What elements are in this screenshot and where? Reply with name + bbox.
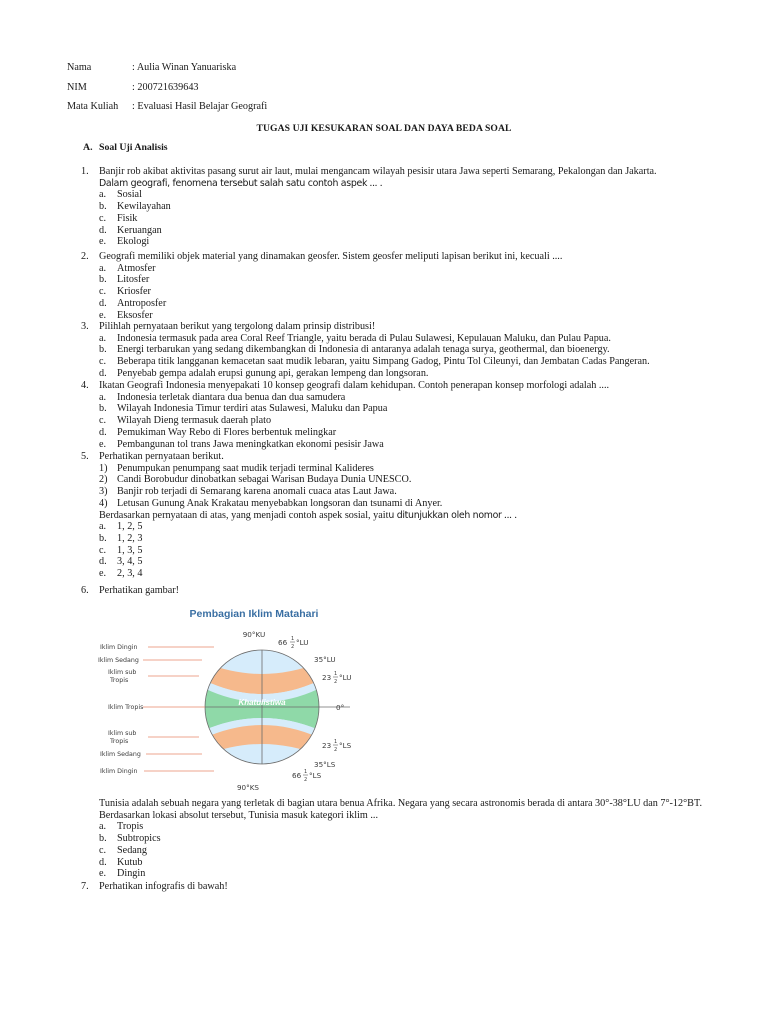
mata-kuliah-label: Mata Kuliah	[67, 101, 119, 112]
option-d: d. Pemukiman Way Rebo di Flores berbentuk melingkar	[99, 426, 337, 438]
suffix-ls: °LS	[339, 741, 352, 750]
question-number: 7.	[81, 881, 89, 892]
fraction-denominator: 2	[334, 747, 338, 753]
section-letter: A.	[83, 142, 93, 153]
question-text-continued: Berdasarkan pernyataan di atas, yang menjadi contoh aspek sosial, yaitu ditunjukkan oleh nomor ... .	[99, 509, 517, 521]
option-b: b. Kewilayahan	[99, 201, 171, 213]
label-35-ls: 35°LS	[314, 760, 336, 769]
option-list	[99, 521, 721, 580]
option-a: a. Atmosfer	[99, 262, 156, 274]
option-b: b. Energi terbarukan yang sedang dikembangkan di Indonesia di antaranya adalah tenaga surya, geothermal, dan bioenergy.	[99, 344, 610, 356]
option-c: c. Fisik	[99, 212, 138, 224]
question-6-continued	[81, 798, 721, 880]
option-a: a. 1, 2, 5	[99, 521, 143, 533]
suffix-lu: °LU	[296, 638, 309, 647]
option-e: e. Ekologi	[99, 236, 150, 248]
label-tropis-south: Tropis	[110, 738, 129, 745]
label-iklim-tropis: Iklim Tropis	[108, 704, 144, 711]
label-23-ls: 23	[322, 741, 332, 750]
option-b: b. Subtropics	[99, 833, 161, 845]
fraction-numerator: 1	[334, 671, 338, 677]
label-0-degree: 0°	[336, 703, 345, 712]
option-d: d. Kutub	[99, 856, 143, 868]
question-6	[81, 585, 721, 597]
statement-4: 4) Letusan Gunung Anak Krakatau menyebabkan longsoran dan tsunami di Anyer.	[99, 497, 443, 509]
label-iklim-sedang-south: Iklim Sedang	[100, 751, 141, 758]
question-text: Perhatikan gambar!	[99, 585, 180, 596]
option-a: a. Tropis	[99, 821, 144, 833]
label-35-lu: 35°LU	[314, 655, 336, 664]
question-number: 5.	[81, 451, 89, 462]
question-text: Geografi memiliki objek material yang dinamakan geosfer. Sistem geosfer meliputi lapisan berikut ini, kecuali ....	[99, 251, 563, 262]
nim-value: : 200721639643	[132, 82, 199, 93]
question-number: 3.	[81, 321, 89, 332]
label-iklim-dingin-south: Iklim Dingin	[100, 768, 138, 775]
label-pointers	[143, 647, 214, 771]
option-c: c. Kriosfer	[99, 286, 151, 298]
option-c: c. Wilayah Dieng termasuk daerah plato	[99, 415, 272, 427]
label-tropis-north: Tropis	[110, 677, 129, 684]
question-text: Perhatikan pernyataan berikut.	[99, 451, 224, 462]
handwritten-text: Dalam geografi, fenomena tersebut salah satu contoh aspek	[99, 177, 368, 189]
suffix-ls: °LS	[309, 771, 322, 780]
question-2	[81, 251, 721, 321]
option-d: d. Antroposfer	[99, 297, 167, 309]
option-e: e. Pembangunan tol trans Jawa meningkatkan ekonomi pesisir Jawa	[99, 438, 384, 450]
option-e: e. Dingin	[99, 868, 146, 880]
question-3	[81, 321, 721, 380]
option-a: a. Indonesia termasuk pada area Coral Reef Triangle, yaitu berada di Pulau Sulawesi, Kepulauan Maluku, dan Pulau Papua.	[99, 332, 611, 344]
option-list	[99, 821, 721, 880]
fraction-numerator: 1	[291, 636, 295, 642]
statement-1: 1) Penumpukan penumpang saat mudik terjadi terminal Kalideres	[99, 462, 374, 474]
option-d: d. 3, 4, 5	[99, 556, 143, 568]
label-66-lu: 66	[278, 638, 288, 647]
mata-kuliah-value: : Evaluasi Hasil Belajar Geografi	[132, 101, 268, 112]
statement-2: 2) Candi Borobudur dinobatkan sebagai Warisan Budaya Dunia UNESCO.	[99, 474, 412, 486]
label-90-ks: 90°KS	[236, 783, 260, 792]
fraction-denominator: 2	[291, 644, 295, 650]
left-labels	[98, 644, 143, 775]
question-number: 2.	[81, 251, 89, 262]
label-66-ls: 66	[292, 771, 302, 780]
nama-value: : Aulia Winan Yanuariska	[132, 62, 237, 73]
option-list	[99, 189, 721, 248]
option-e: e. Eksosfer	[99, 309, 153, 321]
label-iklim-subtropis-north: Iklim sub	[108, 669, 137, 676]
option-a: a. Indonesia terletak diantara dua benua dan dua samudera	[99, 391, 346, 403]
fraction-numerator: 1	[334, 739, 338, 745]
option-d: d. Penyebab gempa adalah erupsi gunung api, gerakan lempeng dan longsoran.	[99, 367, 429, 379]
section-heading	[83, 142, 168, 153]
statement-list	[99, 463, 721, 510]
option-a: a. Sosial	[99, 189, 142, 201]
label-iklim-subtropis-south: Iklim sub	[108, 730, 137, 737]
question-text: Tunisia adalah sebuah negara yang terletak di bagian utara benua Afrika. Negara yang secara astronomis berada di antara 30°-38°LU dan 7°-12°BT. Berdasarkan lokasi absolut tersebut, Tunisia masuk kategori iklim ...	[99, 798, 702, 821]
option-c: c. Beberapa titik langganan kemacetan saat mudik lebaran, yaitu Simpang Gadog, Pintu Tol Cileunyi, dan Jembatan Cadas Pangeran.	[99, 356, 650, 368]
question-number: 6.	[81, 585, 89, 596]
option-b: b. 1, 2, 3	[99, 532, 143, 544]
question-5	[81, 451, 721, 580]
question-4	[81, 380, 721, 450]
question-number: 4.	[81, 380, 89, 391]
question-ellipsis: ... .	[367, 177, 383, 189]
option-list	[99, 333, 721, 380]
suffix-lu: °LU	[339, 673, 352, 682]
statement-3: 3) Banjir rob terjadi di Semarang karena anomali cuaca atas Laut Jawa.	[99, 486, 397, 498]
option-c: c. Sedang	[99, 844, 147, 856]
nama-label: Nama	[67, 62, 92, 73]
nim-label: NIM	[67, 82, 87, 93]
question-text-continued	[99, 178, 721, 190]
fraction-numerator: 1	[304, 769, 308, 775]
handwritten-text: u ditunjukkan oleh nomor	[388, 509, 502, 521]
fraction-denominator: 2	[334, 679, 338, 685]
section-label: Soal Uji Analisis	[99, 142, 168, 153]
climate-zone-diagram	[96, 604, 366, 794]
option-c: c. 1, 3, 5	[99, 544, 143, 556]
option-d: d. Keruangan	[99, 224, 162, 236]
question-7	[81, 881, 721, 893]
option-e: e. 2, 3, 4	[99, 568, 143, 580]
fraction-denominator: 2	[304, 777, 308, 783]
option-list	[99, 392, 721, 451]
document-title: TUGAS UJI KESUKARAN SOAL DAN DAYA BEDA SOAL	[256, 123, 512, 134]
question-text: Pilihlah pernyataan berikut yang tergolong dalam prinsip distribusi!	[99, 321, 376, 332]
question-number: 1.	[81, 166, 89, 177]
figure-title: Pembagian Iklim Matahari	[189, 608, 319, 620]
question-1	[81, 166, 721, 248]
option-b: b. Wilayah Indonesia Timur terdiri atas Sulawesi, Maluku dan Papua	[99, 403, 388, 415]
question-text: Banjir rob akibat aktivitas pasang surut air laut, mulai mengancam wilayah pesisir utara Jawa seperti Semarang, Pekalongan dan Jakarta.	[99, 166, 657, 177]
option-b: b. Litosfer	[99, 274, 150, 286]
label-23-lu: 23	[322, 673, 332, 682]
question-text: Ikatan Geografi Indonesia menyepakati 10 konsep geografi dalam kehidupan. Contoh penerapan konsep morfologi adalah ....	[99, 380, 610, 391]
option-list	[99, 263, 721, 322]
label-iklim-sedang-north: Iklim Sedang	[98, 657, 139, 664]
label-iklim-dingin-north: Iklim Dingin	[100, 644, 138, 651]
question-text: Perhatikan infografis di bawah!	[99, 881, 228, 892]
equator-label: Khatulistiwa	[238, 698, 286, 707]
climate-zone-figure	[96, 604, 366, 794]
label-90-ku: 90°KU	[242, 630, 266, 639]
